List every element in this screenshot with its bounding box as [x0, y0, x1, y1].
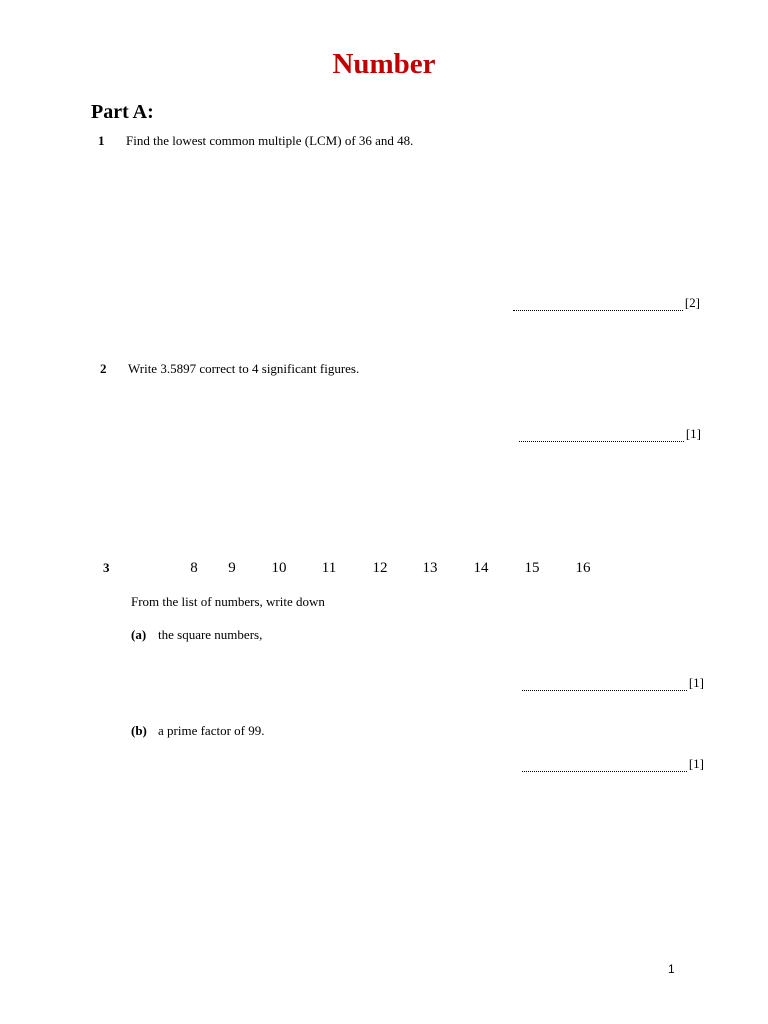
page-number: 1: [668, 962, 675, 976]
question-3b-marks: [1]: [688, 756, 704, 771]
number-item: 10: [271, 560, 287, 576]
question-1-text: Find the lowest common multiple (LCM) of 36 and 48.: [126, 133, 414, 148]
question-3a-text: the square numbers,: [158, 627, 263, 642]
number-item: 14: [473, 560, 489, 576]
answer-dots: [522, 678, 687, 691]
page-title: Number: [332, 48, 436, 80]
question-2-marks: [1]: [685, 426, 701, 441]
question-3b-label: (b): [131, 723, 147, 738]
question-3a: [131, 627, 262, 643]
answer-dots: [522, 759, 687, 772]
question-3b-text: a prime factor of 99.: [158, 723, 265, 738]
number-item: 8: [190, 560, 198, 576]
number-list: [178, 559, 618, 577]
answer-dots: [519, 429, 684, 442]
answer-dots: [513, 298, 683, 311]
question-1-number: 1: [98, 133, 105, 148]
question-1-marks: [2]: [684, 295, 700, 310]
question-2-number: 2: [100, 361, 107, 376]
question-3b-answer-line[interactable]: [515, 756, 704, 772]
question-3b: [131, 723, 264, 739]
question-3a-answer-line[interactable]: [515, 675, 704, 691]
question-1-answer-line[interactable]: [510, 295, 700, 311]
number-item: 16: [575, 560, 591, 576]
part-heading: Part A:: [91, 101, 154, 123]
number-item: 11: [321, 560, 337, 576]
number-item: 13: [422, 560, 438, 576]
question-2-text: Write 3.5897 correct to 4 significant figures.: [128, 361, 360, 376]
question-3-instruction: From the list of numbers, write down: [131, 594, 325, 609]
question-2-answer-line[interactable]: [512, 426, 701, 442]
number-item: 15: [524, 560, 540, 576]
question-3a-label: (a): [131, 627, 147, 642]
number-item: 12: [372, 560, 388, 576]
question-3a-marks: [1]: [688, 675, 704, 690]
number-item: 9: [228, 560, 236, 576]
question-3-number: 3: [103, 560, 110, 575]
